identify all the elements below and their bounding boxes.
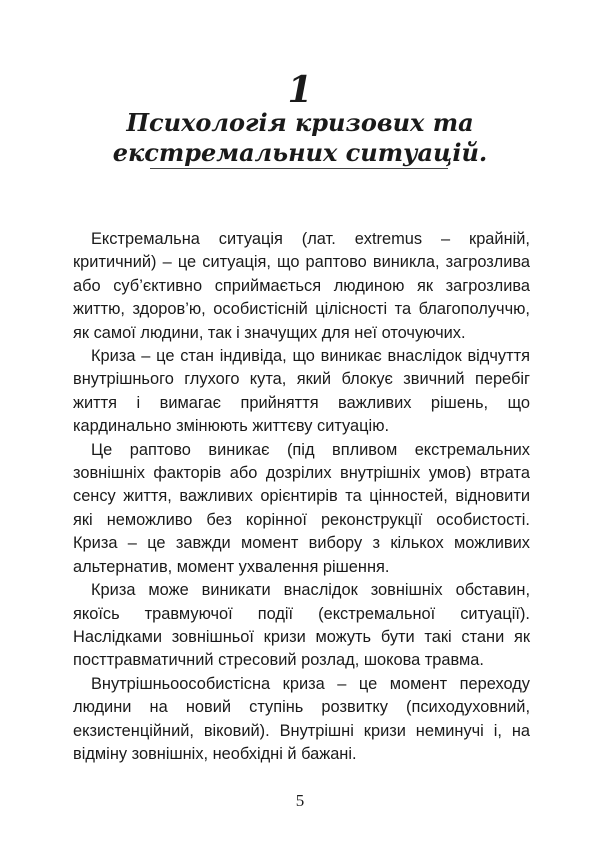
- chapter-title: [0, 108, 600, 168]
- body-text: [73, 228, 530, 766]
- paragraph-4: Криза може виникати внаслідок зовнішніх обставин, якоїсь травмуючої події (екстремальної ситуації). Наслідками зовнішньої кризи можуть бути такі стани як посттравматичний стресовий розлад, шокова травма.: [73, 581, 530, 670]
- paragraph-2: Криза – це стан індивіда, що виникає внаслідок відчуття внутрішнього глухого кута, який блокує звичний перебіг життя і вимагає прийняття важливих рішень, що кардинально змінюють життєву ситуацію.: [73, 347, 530, 436]
- page-number: 5: [295, 791, 305, 810]
- title-underline: [150, 168, 448, 169]
- chapter-title-line-2: екстремальних ситуацій.: [112, 138, 488, 167]
- paragraph-1: Екстремальна ситуація (лат. extremus – крайній, критичний) – це ситуація, що раптово виникла, загрозлива або суб’єктивно сприймається людиною як загрозлива життю, здоров’ю, особистісній цілісності та благополуччю, як самої людини, так і значущих для неї оточуючих.: [73, 230, 530, 342]
- chapter-number: 1: [287, 69, 313, 111]
- paragraph-3: Це раптово виникає (під впливом екстремальних зовнішніх факторів або дозрілих внутрішніх умов) втрата сенсу життя, важливих орієнтирів та цінностей, відновити які неможливо без корінної реконструкції особистості. Криза – це завжди момент вибору з кількох можливих альтернатив, момент ухвалення рішення.: [73, 440, 530, 576]
- paragraph-5: Внутрішньоособистісна криза – це момент переходу людини на новий ступінь розвитку (психодуховний, екзистенційний, віковий). Внутрішні кризи неминучі і, на відміну зовнішніх, необхідні й бажані.: [73, 674, 530, 763]
- chapter-title-line-1: Психологія кризових та: [126, 108, 474, 137]
